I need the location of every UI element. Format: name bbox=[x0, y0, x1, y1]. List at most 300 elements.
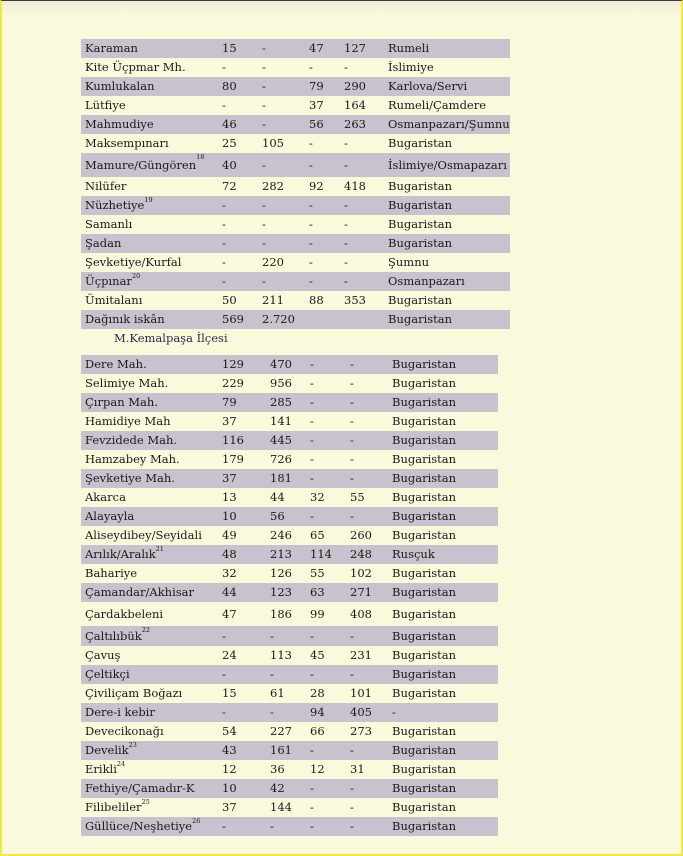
settlement-name-text: Fethiye/Çamadır-K bbox=[85, 781, 195, 795]
population-1 bbox=[262, 253, 284, 272]
households-1-text: 116 bbox=[222, 433, 244, 447]
origin-text: Bugaristan bbox=[388, 179, 453, 193]
households-1-text: 40 bbox=[222, 158, 237, 172]
population-2 bbox=[350, 703, 372, 722]
households-2-text: - bbox=[309, 60, 313, 74]
households-1-text: 44 bbox=[222, 585, 237, 599]
settlement-name bbox=[85, 412, 171, 431]
households-1 bbox=[222, 234, 226, 253]
population-1 bbox=[270, 798, 292, 817]
origin-text: Bugaristan bbox=[392, 585, 457, 599]
table-row bbox=[81, 115, 510, 134]
footnote-ref: 24 bbox=[116, 760, 126, 768]
households-2 bbox=[310, 722, 325, 741]
table-row bbox=[81, 626, 498, 646]
population-2-text: 290 bbox=[344, 79, 366, 93]
households-1 bbox=[222, 431, 244, 450]
households-1 bbox=[222, 115, 237, 134]
population-2-text: - bbox=[350, 509, 354, 523]
origin-text: Rumeli bbox=[388, 41, 430, 55]
households-1-text: - bbox=[222, 667, 226, 681]
population-2 bbox=[350, 684, 372, 703]
origin bbox=[388, 115, 510, 134]
households-2-text: - bbox=[309, 236, 313, 250]
table-row bbox=[81, 272, 510, 291]
settlement-name bbox=[85, 602, 163, 626]
households-1-text: 54 bbox=[222, 724, 237, 738]
population-2-text: - bbox=[350, 781, 354, 795]
settlement-name bbox=[85, 310, 165, 329]
settlement-name bbox=[85, 779, 194, 798]
population-1 bbox=[262, 310, 295, 329]
population-1 bbox=[270, 412, 292, 431]
table-row bbox=[81, 234, 510, 253]
settlement-name bbox=[85, 234, 121, 253]
households-2-text: - bbox=[310, 395, 314, 409]
population-2-text: - bbox=[350, 471, 354, 485]
settlement-name-text: Selimiye Mah. bbox=[85, 376, 169, 390]
table-row bbox=[81, 374, 498, 393]
population-1-text: 141 bbox=[270, 414, 292, 428]
origin-text: Bugaristan bbox=[392, 667, 457, 681]
table-row bbox=[81, 196, 510, 215]
population-2 bbox=[350, 583, 372, 602]
households-2-text: 56 bbox=[309, 117, 324, 131]
population-1 bbox=[270, 431, 292, 450]
settlement-name-text: Çırpan Mah. bbox=[85, 395, 158, 409]
population-2 bbox=[350, 779, 354, 798]
population-1-text: 211 bbox=[262, 293, 284, 307]
settlement-name bbox=[85, 469, 175, 488]
households-1-text: 37 bbox=[222, 800, 237, 814]
households-1-text: - bbox=[222, 705, 226, 719]
households-1 bbox=[222, 703, 226, 722]
population-2 bbox=[350, 507, 354, 526]
population-1-text: 44 bbox=[270, 490, 285, 504]
origin-text: Bugaristan bbox=[392, 819, 457, 833]
population-2-text: - bbox=[350, 395, 354, 409]
population-1-text: - bbox=[270, 819, 274, 833]
origin bbox=[388, 177, 452, 196]
households-1-text: 10 bbox=[222, 781, 237, 795]
settlement-name-text: Hamzabey Mah. bbox=[85, 452, 180, 466]
origin-text: Rusçuk bbox=[392, 547, 435, 561]
origin-text: Bugaristan bbox=[388, 236, 453, 250]
population-1 bbox=[262, 58, 266, 77]
footnote-ref: 21 bbox=[155, 545, 164, 553]
population-2 bbox=[344, 153, 348, 177]
population-1 bbox=[262, 115, 266, 134]
households-2 bbox=[309, 215, 313, 234]
settlement-name-text: Aliseydibey/Seyidali bbox=[85, 528, 202, 542]
households-2-text: 94 bbox=[310, 705, 325, 719]
table-row bbox=[81, 96, 510, 115]
population-2 bbox=[344, 39, 366, 58]
origin bbox=[392, 583, 456, 602]
origin-text: Bugaristan bbox=[392, 607, 457, 621]
households-1-text: 32 bbox=[222, 566, 237, 580]
origin-text: Osmanpazarı bbox=[388, 274, 465, 288]
households-2-text: - bbox=[309, 136, 313, 150]
population-2 bbox=[350, 431, 354, 450]
origin-text: Bugaristan bbox=[392, 414, 457, 428]
table-row bbox=[81, 526, 498, 545]
settlement-name bbox=[85, 583, 194, 602]
footnote-ref: 23 bbox=[128, 741, 137, 749]
origin bbox=[392, 798, 456, 817]
origin bbox=[392, 431, 456, 450]
households-2-text: - bbox=[310, 452, 314, 466]
footnote-ref: 18 bbox=[196, 153, 205, 161]
population-2-text: - bbox=[350, 819, 354, 833]
table-row bbox=[81, 760, 498, 779]
origin bbox=[392, 488, 456, 507]
population-2 bbox=[344, 77, 366, 96]
origin bbox=[388, 196, 452, 215]
households-2-text: - bbox=[309, 158, 313, 172]
origin bbox=[392, 646, 456, 665]
table-row bbox=[81, 665, 498, 684]
households-1-text: - bbox=[222, 819, 226, 833]
population-1-text: - bbox=[262, 274, 266, 288]
origin bbox=[388, 215, 452, 234]
origin-text: Bugaristan bbox=[388, 293, 453, 307]
footnote-ref: 20 bbox=[131, 272, 141, 280]
population-1-text: - bbox=[262, 236, 266, 250]
settlement-name bbox=[85, 817, 200, 836]
settlement-name bbox=[85, 646, 120, 665]
origin bbox=[388, 234, 452, 253]
population-1-text: 144 bbox=[270, 800, 292, 814]
population-1-text: 56 bbox=[270, 509, 285, 523]
footnote-ref: 19 bbox=[144, 196, 153, 204]
origin bbox=[388, 291, 452, 310]
table-row bbox=[81, 355, 498, 374]
households-1 bbox=[222, 602, 237, 626]
origin bbox=[388, 96, 486, 115]
population-2-text: 263 bbox=[344, 117, 366, 131]
households-2 bbox=[309, 58, 313, 77]
origin-text: Bugaristan bbox=[392, 800, 457, 814]
population-2-text: - bbox=[350, 433, 354, 447]
population-2-text: - bbox=[350, 667, 354, 681]
households-2 bbox=[309, 177, 324, 196]
settlement-name bbox=[85, 393, 158, 412]
households-2 bbox=[309, 134, 313, 153]
table-row bbox=[81, 431, 498, 450]
households-1 bbox=[222, 374, 244, 393]
population-2 bbox=[350, 545, 372, 564]
households-2 bbox=[310, 665, 314, 684]
settlement-name-text: Devecikonağı bbox=[85, 724, 164, 738]
settlement-name-text: Nilüfer bbox=[85, 179, 127, 193]
households-2 bbox=[310, 817, 314, 836]
settlement-name-text: Şadan bbox=[85, 236, 122, 250]
settlement-name bbox=[85, 196, 153, 215]
households-2-text: 37 bbox=[309, 98, 324, 112]
settlement-name bbox=[85, 488, 126, 507]
households-1 bbox=[222, 507, 237, 526]
settlement-name-text: Filibeliler bbox=[85, 800, 142, 814]
origin bbox=[392, 741, 456, 760]
origin bbox=[392, 722, 456, 741]
households-2 bbox=[309, 115, 324, 134]
households-1 bbox=[222, 96, 226, 115]
origin bbox=[388, 77, 467, 96]
population-1-text: - bbox=[262, 98, 266, 112]
table-row bbox=[81, 153, 510, 177]
households-1-text: - bbox=[222, 629, 226, 643]
population-2-text: - bbox=[350, 743, 354, 757]
settlement-name-text: Çeltikçi bbox=[85, 667, 130, 681]
origin bbox=[388, 134, 452, 153]
households-2-text: - bbox=[309, 217, 313, 231]
households-1 bbox=[222, 583, 237, 602]
population-2-text: - bbox=[344, 136, 348, 150]
population-1 bbox=[262, 234, 266, 253]
population-1-text: 42 bbox=[270, 781, 285, 795]
households-2-text: - bbox=[310, 357, 314, 371]
households-2 bbox=[310, 450, 314, 469]
population-1 bbox=[262, 153, 266, 177]
origin-text: Bugaristan bbox=[388, 217, 453, 231]
population-2 bbox=[350, 488, 365, 507]
footnote-ref: 25 bbox=[141, 798, 150, 806]
settlement-name-text: Lütfiye bbox=[85, 98, 126, 112]
households-1-text: - bbox=[222, 274, 226, 288]
population-2 bbox=[344, 134, 348, 153]
households-2-text: - bbox=[310, 433, 314, 447]
population-2 bbox=[350, 626, 354, 646]
population-2 bbox=[350, 722, 372, 741]
settlement-name bbox=[85, 722, 164, 741]
households-2-text: 65 bbox=[310, 528, 325, 542]
households-2-text: - bbox=[310, 819, 314, 833]
population-1 bbox=[262, 291, 284, 310]
households-1-text: 569 bbox=[222, 312, 244, 326]
table-row bbox=[81, 583, 498, 602]
settlement-name bbox=[85, 291, 142, 310]
table-row bbox=[81, 488, 498, 507]
population-2-text: 405 bbox=[350, 705, 372, 719]
settlement-name-text: Develik bbox=[85, 743, 129, 757]
settlement-name bbox=[85, 177, 126, 196]
households-2-text: 66 bbox=[310, 724, 325, 738]
households-1 bbox=[222, 626, 226, 646]
population-1-text: 36 bbox=[270, 762, 285, 776]
origin bbox=[392, 665, 456, 684]
origin-text: İslimiye/Osmapazarı bbox=[388, 158, 507, 172]
households-1-text: 48 bbox=[222, 547, 237, 561]
households-2 bbox=[310, 741, 314, 760]
households-1-text: - bbox=[222, 236, 226, 250]
settlement-name bbox=[85, 626, 150, 646]
population-1 bbox=[270, 722, 292, 741]
settlement-name bbox=[85, 39, 138, 58]
settlement-name bbox=[85, 798, 150, 817]
population-1-text: 123 bbox=[270, 585, 292, 599]
origin-text: Bugaristan bbox=[392, 452, 457, 466]
households-1 bbox=[222, 153, 237, 177]
population-1-text: 470 bbox=[270, 357, 292, 371]
settlement-name-text: Akarca bbox=[85, 490, 126, 504]
population-1 bbox=[262, 39, 266, 58]
origin bbox=[392, 545, 435, 564]
population-1-text: 186 bbox=[270, 607, 292, 621]
households-2-text: - bbox=[310, 471, 314, 485]
population-1-text: - bbox=[262, 60, 266, 74]
settlement-name-text: Üçpınar bbox=[85, 274, 132, 288]
households-2 bbox=[309, 291, 324, 310]
population-1 bbox=[270, 684, 285, 703]
table-row bbox=[81, 58, 510, 77]
table-row bbox=[81, 722, 498, 741]
households-1 bbox=[222, 215, 226, 234]
origin bbox=[392, 450, 456, 469]
households-1 bbox=[222, 450, 244, 469]
origin-text: Bugaristan bbox=[388, 198, 453, 212]
households-1-text: - bbox=[222, 217, 226, 231]
settlement-name bbox=[85, 450, 180, 469]
households-1-text: 13 bbox=[222, 490, 237, 504]
households-1 bbox=[222, 196, 226, 215]
origin bbox=[388, 39, 429, 58]
population-1 bbox=[270, 564, 292, 583]
table-row bbox=[81, 684, 498, 703]
footnote-ref: 26 bbox=[192, 817, 201, 825]
households-2 bbox=[310, 779, 314, 798]
table-row bbox=[81, 779, 498, 798]
settlement-name-text: Maksempınarı bbox=[85, 136, 169, 150]
population-2-text: - bbox=[344, 217, 348, 231]
population-2 bbox=[344, 234, 348, 253]
households-2-text: - bbox=[309, 198, 313, 212]
households-2-text: 12 bbox=[310, 762, 325, 776]
settlement-name bbox=[85, 684, 182, 703]
population-2 bbox=[350, 741, 354, 760]
origin bbox=[392, 526, 456, 545]
households-2 bbox=[310, 760, 325, 779]
population-1 bbox=[262, 196, 266, 215]
settlement-table-1 bbox=[81, 39, 510, 329]
population-1-text: - bbox=[262, 217, 266, 231]
origin-text: Bugaristan bbox=[388, 312, 453, 326]
households-1 bbox=[222, 134, 237, 153]
settlement-name-text: Çavuş bbox=[85, 648, 121, 662]
households-2 bbox=[310, 469, 314, 488]
origin-text: Karlova/Servi bbox=[388, 79, 468, 93]
households-1-text: 80 bbox=[222, 79, 237, 93]
households-1-text: 50 bbox=[222, 293, 237, 307]
households-1 bbox=[222, 310, 244, 329]
population-2 bbox=[350, 817, 354, 836]
population-2 bbox=[350, 355, 354, 374]
households-2 bbox=[310, 684, 325, 703]
households-2-text: - bbox=[310, 800, 314, 814]
population-2 bbox=[344, 115, 366, 134]
households-2-text: 55 bbox=[310, 566, 325, 580]
origin bbox=[392, 564, 456, 583]
households-1-text: 15 bbox=[222, 41, 237, 55]
population-1 bbox=[270, 583, 292, 602]
households-1 bbox=[222, 412, 237, 431]
population-2 bbox=[350, 526, 372, 545]
households-2 bbox=[310, 374, 314, 393]
population-2 bbox=[350, 374, 354, 393]
households-2 bbox=[309, 272, 313, 291]
population-2 bbox=[350, 393, 354, 412]
settlement-name-text: Mamure/Güngören bbox=[85, 158, 197, 172]
population-1-text: 285 bbox=[270, 395, 292, 409]
population-2-text: 418 bbox=[344, 179, 366, 193]
settlement-name-text: Nüzhetiye bbox=[85, 198, 145, 212]
population-2-text: 271 bbox=[350, 585, 372, 599]
settlement-name-text: Ümitalanı bbox=[85, 293, 143, 307]
households-1-text: 10 bbox=[222, 509, 237, 523]
settlement-name-text: Mahmudiye bbox=[85, 117, 154, 131]
settlement-name bbox=[85, 115, 154, 134]
table-row bbox=[81, 646, 498, 665]
population-1 bbox=[270, 646, 292, 665]
table-row bbox=[81, 741, 498, 760]
population-2-text: 101 bbox=[350, 686, 372, 700]
population-2-text: 273 bbox=[350, 724, 372, 738]
table-row bbox=[81, 39, 510, 58]
households-2-text: 45 bbox=[310, 648, 325, 662]
origin-text: Bugaristan bbox=[392, 781, 457, 795]
population-1 bbox=[262, 215, 266, 234]
households-1-text: - bbox=[222, 60, 226, 74]
population-1-text: 282 bbox=[262, 179, 284, 193]
population-1 bbox=[262, 177, 284, 196]
population-1-text: 246 bbox=[270, 528, 292, 542]
origin-text: Bugaristan bbox=[392, 566, 457, 580]
settlement-name-text: Samanlı bbox=[85, 217, 133, 231]
population-1-text: 161 bbox=[270, 743, 292, 757]
households-1 bbox=[222, 469, 237, 488]
households-2 bbox=[310, 626, 314, 646]
settlement-name bbox=[85, 134, 169, 153]
settlement-name-text: Çaltılıbük bbox=[85, 629, 142, 643]
households-1 bbox=[222, 760, 237, 779]
households-2-text: - bbox=[310, 629, 314, 643]
population-2 bbox=[350, 798, 354, 817]
settlement-name-text: Hamidiye Mah bbox=[85, 414, 171, 428]
population-1 bbox=[270, 450, 292, 469]
population-1-text: - bbox=[262, 41, 266, 55]
households-2 bbox=[310, 564, 325, 583]
settlement-table-2 bbox=[81, 355, 498, 836]
population-2-text: - bbox=[350, 452, 354, 466]
population-1 bbox=[270, 355, 292, 374]
population-1 bbox=[270, 741, 292, 760]
population-1-text: 61 bbox=[270, 686, 285, 700]
table-row bbox=[81, 177, 510, 196]
table-row bbox=[81, 798, 498, 817]
population-1 bbox=[270, 488, 285, 507]
households-2-text: 63 bbox=[310, 585, 325, 599]
settlement-name bbox=[85, 665, 130, 684]
table-row bbox=[81, 134, 510, 153]
settlement-name bbox=[85, 272, 140, 291]
population-1-text: 445 bbox=[270, 433, 292, 447]
settlement-name bbox=[85, 741, 137, 760]
origin-text: Bugaristan bbox=[392, 471, 457, 485]
population-1-text: - bbox=[262, 117, 266, 131]
households-2 bbox=[310, 545, 332, 564]
settlement-name bbox=[85, 545, 164, 564]
households-1 bbox=[222, 77, 237, 96]
